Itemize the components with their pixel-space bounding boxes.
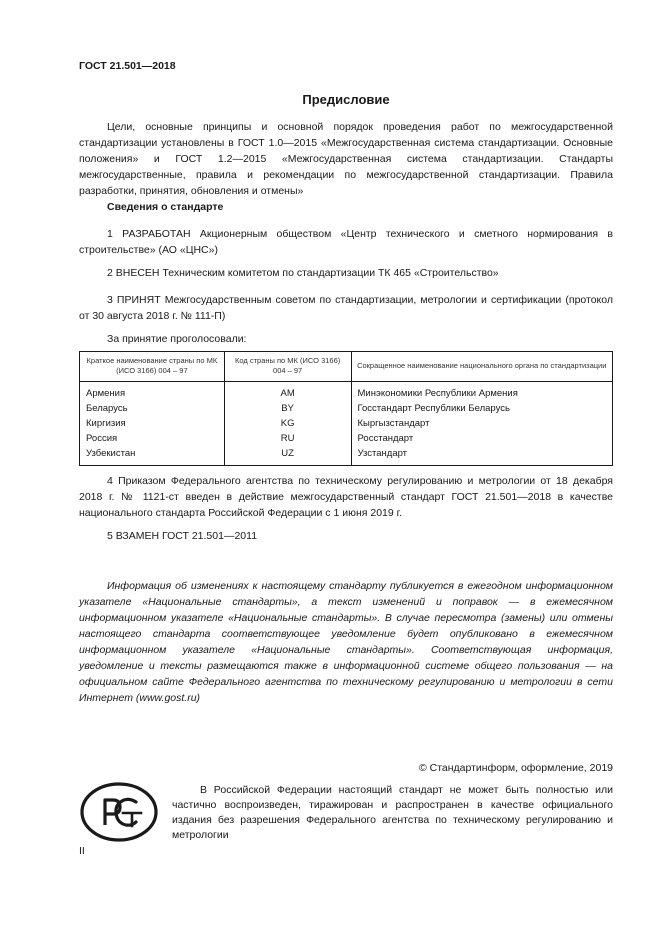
page-title: Предисловие xyxy=(302,92,390,107)
country-code: BY xyxy=(224,401,351,416)
table-row xyxy=(80,446,613,466)
country-name: Беларусь xyxy=(80,401,225,416)
standards-authority: Минэкономики Республики Армения xyxy=(351,382,613,402)
country-name: Россия xyxy=(80,431,225,446)
standards-authority: Кыргызстандарт xyxy=(351,416,613,431)
table-row xyxy=(80,431,613,446)
country-code: KG xyxy=(224,416,351,431)
document-header: ГОСТ 21.501—2018 xyxy=(79,60,176,72)
country-name: Киргизия xyxy=(80,416,225,431)
table-row xyxy=(80,416,613,431)
item-5-replaces: 5 ВЗАМЕН ГОСТ 21.501—2011 xyxy=(107,530,258,542)
country-code: RU xyxy=(224,431,351,446)
item-2-introduced: 2 ВНЕСЕН Техническим комитетом по стандартизации ТК 465 «Строительство» xyxy=(107,267,499,279)
item-4-enacted: 4 Приказом Федерального агентства по техническому регулированию и метрологии от 18 декабря 2018 г. № 1121-ст введен в действие межгосударственный стандарт ГОСТ 21.501—2018 в качестве национального стандарта Российской Федерации с 1 июня 2019 г. xyxy=(79,475,613,519)
country-code: AM xyxy=(224,382,351,402)
page-number: II xyxy=(79,845,85,857)
column-header-code: Код страны по МК (ИСО 3166) 004 – 97 xyxy=(224,352,351,382)
item-3-adopted: 3 ПРИНЯТ Межгосударственным советом по стандартизации, метрологии и сертификации (протокол от 30 августа 2018 г. № 111-П) xyxy=(79,294,613,322)
table-row xyxy=(80,382,613,402)
standards-authority: Узстандарт xyxy=(351,446,613,466)
item-1-developed: 1 РАЗРАБОТАН Акционерным обществом «Центр технического и сметного нормирования в строительстве» (АО «ЦНС») xyxy=(79,228,613,256)
column-header-authority: Сокращенное наименование национального органа по стандартизации xyxy=(351,352,613,382)
copyright-line: © Стандартинформ, оформление, 2019 xyxy=(418,762,613,774)
country-name: Армения xyxy=(80,382,225,402)
info-heading: Сведения о стандарте xyxy=(107,201,224,213)
reproduction-notice: В Российской Федерации настоящий стандарт не может быть полностью или частично воспроизведен, тиражирован и распространен в качестве официального издания без разрешения Федерального агентства по техническому регулированию и метрологии xyxy=(172,784,613,841)
intro-paragraph: Цели, основные принципы и основной порядок проведения работ по межгосударственной стандартизации установлены в ГОСТ 1.0—2015 «Межгосударственная система стандартизации. Основные положения» и ГОСТ 1.2—2015 «Межгосударственная система стандартизации. Стандарты межгосударственные, правила и рекомендации по межгосударственной стандартизации. Правила разработки, принятия, обновления и отмены» xyxy=(79,121,613,197)
country-name: Узбекистан xyxy=(80,446,225,466)
country-code: UZ xyxy=(224,446,351,466)
changes-info-paragraph: Информация об изменениях к настоящему стандарту публикуется в ежегодном информационном указателе «Национальные стандарты», а текст изменений и поправок — в ежемесячном информационном указателе «Национальные стандарты». В случае пересмотра (замены) или отмены настоящего стандарта соответствующее уведомление будет опубликовано в ежемесячном информационном указателе «Национальные стандарты». Соответствующая информация, уведомление и тексты размещаются также в информационной системе общего пользования — на официальном сайте Федерального агентства по техническому регулированию и метрологии в сети Интернет (www.gost.ru) xyxy=(79,580,613,704)
voting-countries-table xyxy=(79,351,613,466)
table-header-row xyxy=(80,352,613,382)
table-row xyxy=(80,401,613,416)
standards-authority: Госстандарт Республики Беларусь xyxy=(351,401,613,416)
column-header-country: Краткое наименование страны по МК (ИСО 3166) 004 – 97 xyxy=(80,352,225,382)
logo-text: РСТ xyxy=(119,836,125,840)
vote-label: За принятие проголосовали: xyxy=(107,333,247,345)
standards-authority: Росстандарт xyxy=(351,431,613,446)
rst-certification-mark-icon xyxy=(79,781,159,843)
